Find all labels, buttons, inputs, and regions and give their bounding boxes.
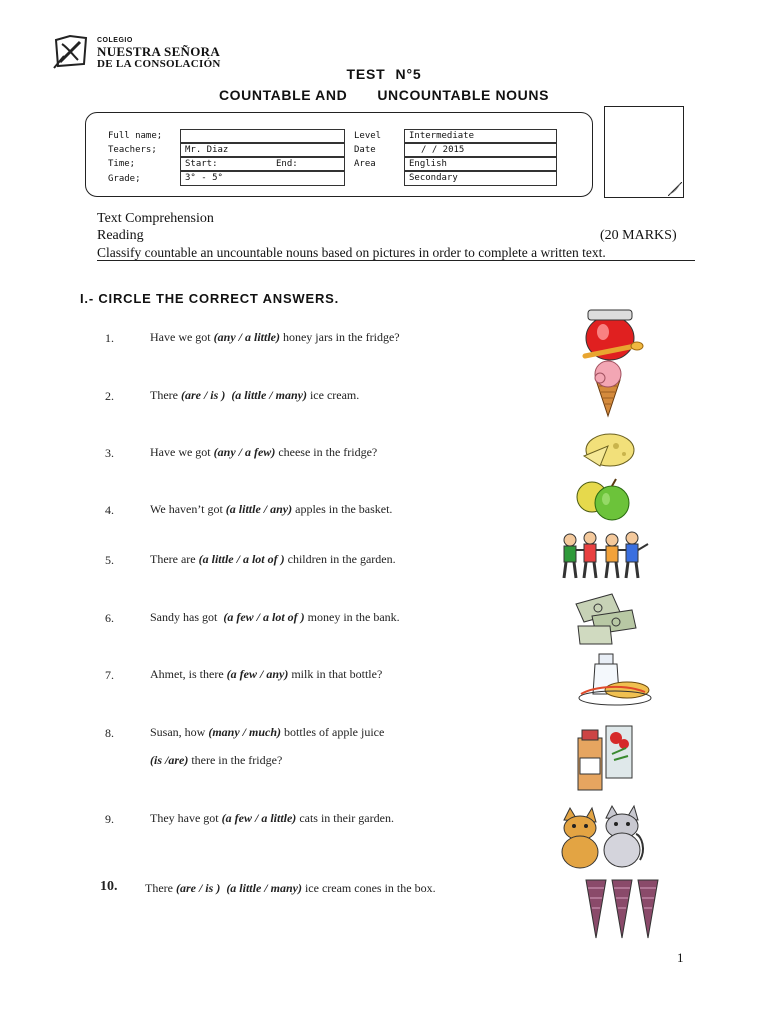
- page-number: 1: [677, 950, 684, 965]
- school-logo: [50, 34, 92, 70]
- question-7-text: Ahmet, is there (a few / any) milk in that bottle?: [150, 667, 383, 681]
- time-field[interactable]: [180, 157, 345, 171]
- test-number: N°5: [395, 66, 422, 82]
- apple-juice-picture: [574, 718, 636, 794]
- answer-options[interactable]: (a few / any): [226, 667, 289, 681]
- cats-picture: [556, 800, 646, 870]
- question-9-text: They have got (a few / a little) cats in their garden.: [150, 811, 394, 825]
- answer-options[interactable]: (a little / many): [231, 388, 307, 402]
- subtitle-left: COUNTABLE AND: [218, 87, 348, 103]
- question-6-text: Sandy has got (a few / a lot of ) money in the bank.: [150, 610, 400, 624]
- milk-picture: [575, 650, 653, 708]
- question-number: 9.: [105, 812, 114, 826]
- answer-options[interactable]: (any / a few): [213, 445, 276, 459]
- marks-label: (20 MARKS): [600, 228, 677, 243]
- course-field[interactable]: Secondary: [404, 171, 557, 186]
- question-1-text: Have we got (any / a little) honey jars in the fridge?: [150, 330, 400, 344]
- text-comprehension-heading: Text Comprehension: [97, 211, 214, 226]
- reading-heading: Reading: [97, 228, 144, 243]
- answer-options[interactable]: (any / a little): [213, 330, 280, 344]
- subtitle-right: UNCOUNTABLE NOUNS: [377, 87, 550, 103]
- answer-options[interactable]: (a few / a lot of ): [223, 610, 305, 624]
- cheese-picture: [580, 424, 636, 472]
- level-field[interactable]: Intermediate: [404, 129, 557, 143]
- question-number: 6.: [105, 611, 114, 625]
- grade-label: Grade;: [108, 174, 141, 184]
- question-5-text: There are (a little / a lot of ) children in the garden.: [150, 552, 396, 566]
- test-subtitle: [0, 87, 768, 103]
- question-number: 1.: [105, 331, 114, 345]
- school-name-line2: DE LA CONSOLACIÓN: [97, 58, 221, 70]
- money-picture: [572, 590, 640, 648]
- section-title: I.- CIRCLE THE CORRECT ANSWERS.: [80, 291, 340, 306]
- time-label: Time;: [108, 159, 136, 169]
- full-name-label: Full name;: [108, 131, 163, 141]
- apples-picture: [572, 475, 636, 523]
- start-label: Start:: [185, 159, 218, 169]
- answer-options[interactable]: (a little / a lot of ): [198, 552, 285, 566]
- children-picture: [556, 530, 656, 582]
- answer-options[interactable]: (a little / any): [225, 502, 293, 516]
- school-prefix: COLEGIO: [97, 37, 133, 44]
- question-number: 5.: [105, 553, 114, 567]
- grade-field[interactable]: 3° - 5°: [180, 171, 345, 186]
- question-2-text: There (are / is ) (a little / many) ice cream.: [150, 388, 360, 402]
- instructions-text: Classify countable an uncountable nouns based on pictures in order to complete a written text.: [97, 245, 606, 260]
- question-4-text: We haven’t got (a little / any) apples in the basket.: [150, 502, 393, 516]
- question-number: 8.: [105, 726, 114, 740]
- question-3-text: Have we got (any / a few) cheese in the fridge?: [150, 445, 378, 459]
- area-label: Area: [354, 159, 376, 169]
- honey-jar-picture: [575, 304, 645, 364]
- area-field[interactable]: English: [404, 157, 557, 171]
- test-label: TEST: [346, 66, 386, 82]
- test-title: [0, 66, 768, 82]
- question-10-text: There (are / is ) (a little / many) ice cream cones in the box.: [145, 881, 436, 895]
- divider-line: [97, 260, 695, 261]
- level-label: Level: [354, 131, 382, 141]
- date-field[interactable]: / / 2015: [404, 143, 557, 157]
- question-8-text-line2: (is /are) there in the fridge?: [150, 753, 283, 767]
- answer-options[interactable]: (is /are): [150, 753, 189, 767]
- answer-options[interactable]: (are / is ): [175, 881, 221, 895]
- answer-options[interactable]: (are / is ): [180, 388, 226, 402]
- teachers-label: Teachers;: [108, 145, 157, 155]
- school-name-line1: NUESTRA SEÑORA: [97, 44, 221, 59]
- ice-cream-cones-picture: [584, 876, 660, 942]
- question-number: 10.: [100, 879, 118, 894]
- teachers-field[interactable]: Mr. Diaz: [180, 143, 345, 157]
- end-label: End:: [276, 159, 298, 169]
- date-label: Date: [354, 145, 376, 155]
- ice-cream-picture: [588, 360, 630, 418]
- question-number: 4.: [105, 503, 114, 517]
- full-name-field[interactable]: [180, 129, 345, 143]
- answer-options[interactable]: (many / much): [208, 725, 282, 739]
- answer-options[interactable]: (a little / many): [226, 881, 302, 895]
- question-number: 3.: [105, 446, 114, 460]
- question-8-text: Susan, how (many / much) bottles of apple juice: [150, 725, 385, 739]
- answer-options[interactable]: (a few / a little): [221, 811, 297, 825]
- question-number: 2.: [105, 389, 114, 403]
- question-number: 7.: [105, 668, 114, 682]
- page-curl-icon: [668, 182, 682, 196]
